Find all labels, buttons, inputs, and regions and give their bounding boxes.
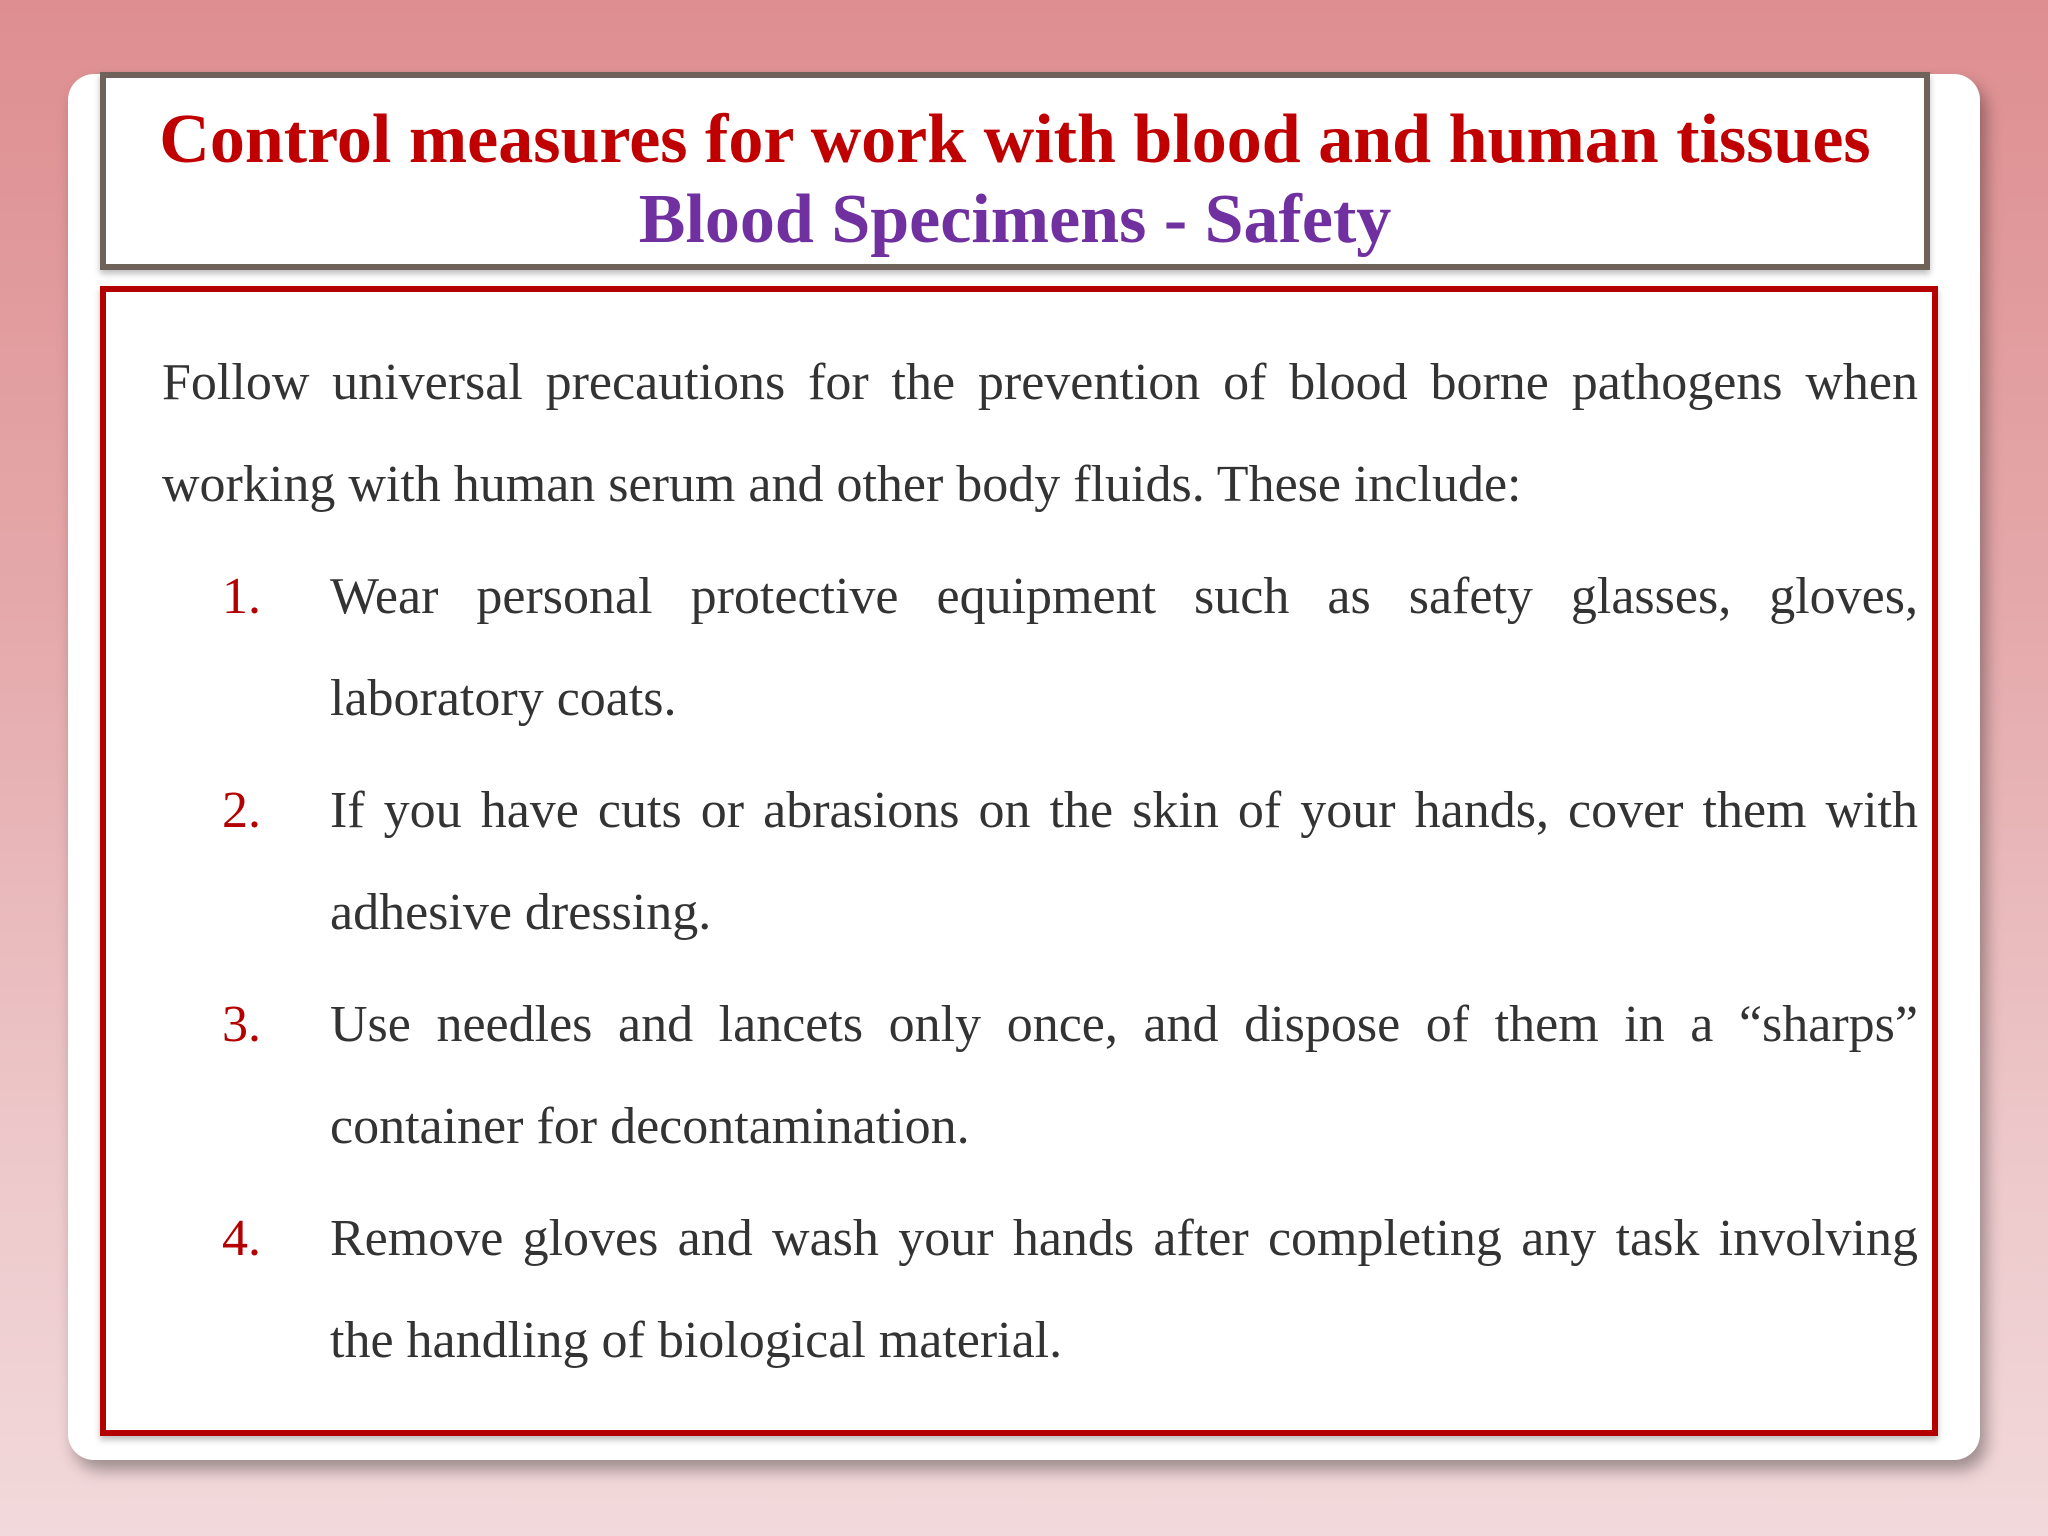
- list-item-number: 4.: [222, 1210, 261, 1267]
- list-item-number: 1.: [222, 568, 261, 625]
- list-item-text: Wear personal protective equipment such as safety glasses, gloves, laboratory coats.: [330, 568, 1918, 727]
- list-item-number: 3.: [222, 996, 261, 1053]
- intro-paragraph: Follow universal precautions for the prevention of blood borne pathogens when working with human serum and other body fluids. These include:: [162, 354, 1918, 513]
- list-item-text: If you have cuts or abrasions on the skin of your hands, cover them with adhesive dressing.: [330, 782, 1918, 941]
- content-box: [100, 286, 1938, 1436]
- title-box: [100, 72, 1930, 270]
- slide-subtitle: Blood Specimens - Safety: [638, 181, 1392, 258]
- slide-title: Control measures for work with blood and human tissues: [159, 101, 1871, 178]
- list-item-text: Remove gloves and wash your hands after completing any task involving the handling of biological material.: [330, 1210, 1918, 1369]
- list-item-number: 2.: [222, 782, 261, 839]
- list-item-text: Use needles and lancets only once, and dispose of them in a “sharps” container for decontamination.: [330, 996, 1918, 1155]
